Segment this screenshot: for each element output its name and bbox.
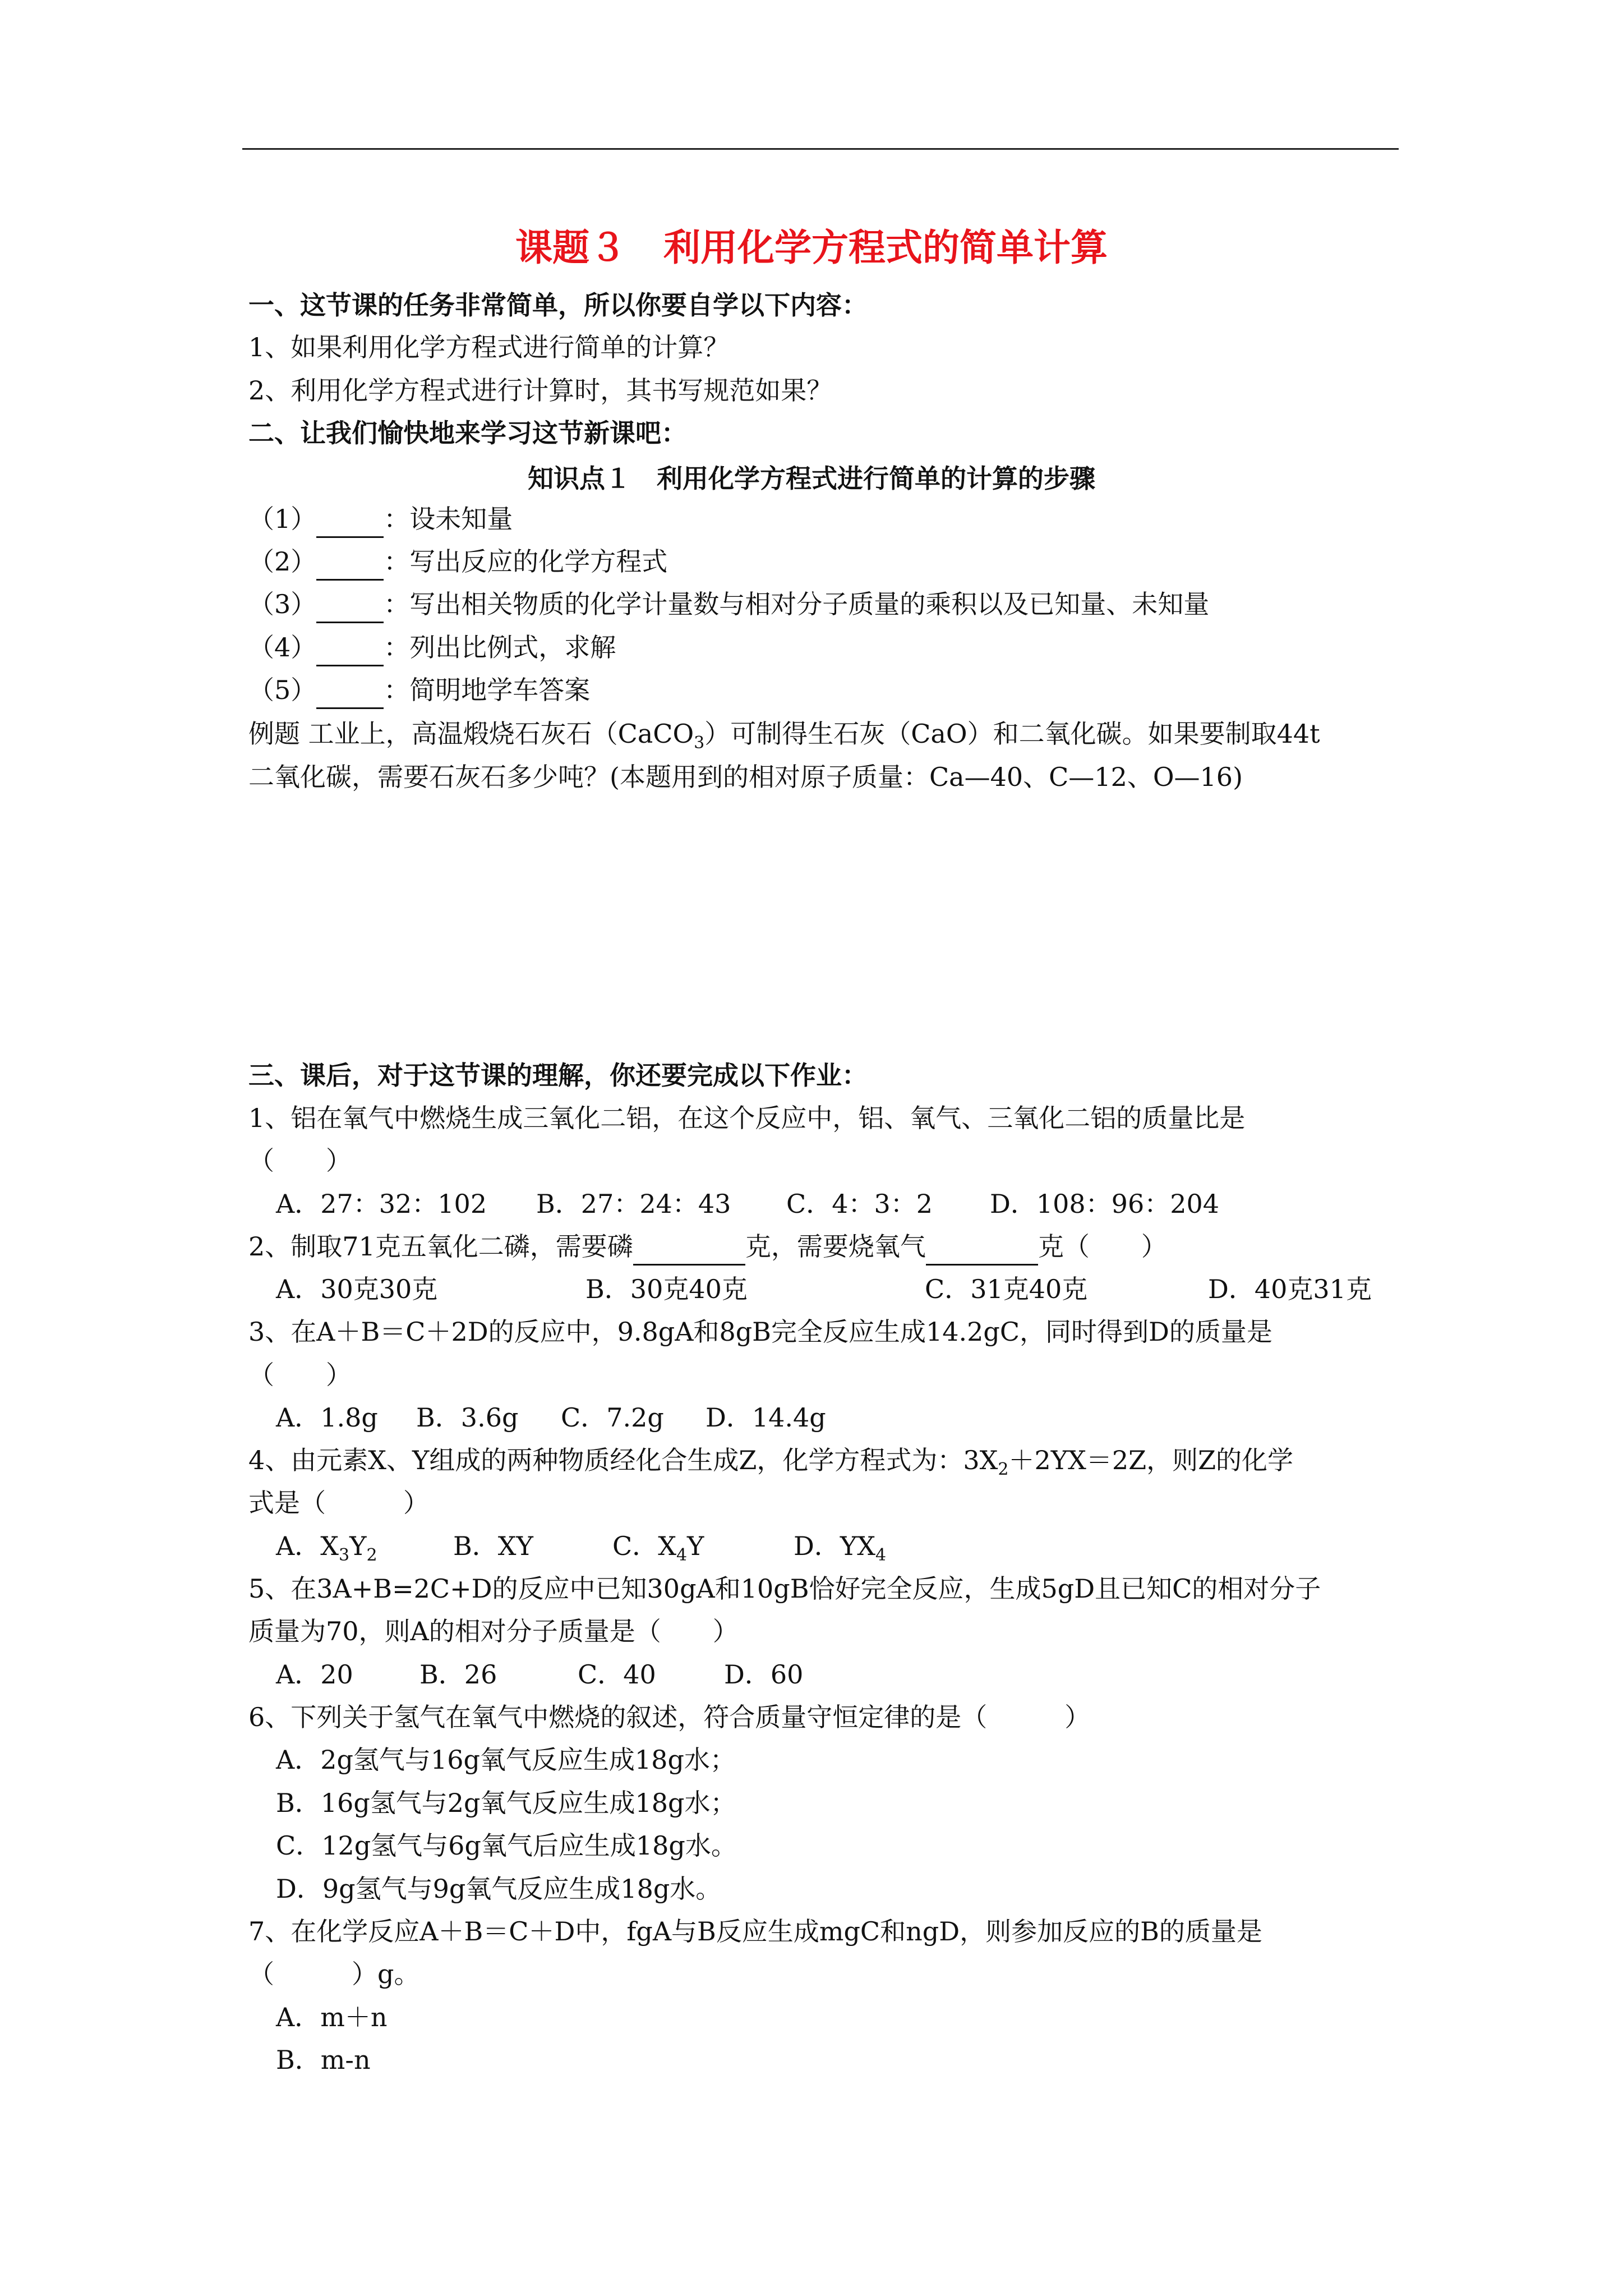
knowledge-point-title: 知识点１ 利用化学方程式进行简单的计算的步骤 [528,463,1095,494]
option-d[interactable]: D．60 [724,1659,804,1690]
option-b[interactable]: B．m-n [276,2045,371,2075]
question-7-bracket: （ ）g。 [248,1959,420,1989]
section-1-item: 1、如果利用化学方程式进行简单的计算？ [248,332,730,362]
option-c[interactable]: C．40 [578,1659,656,1690]
option-b[interactable]: B．XY [453,1531,533,1561]
question-6-text: 6、下列关于氢气在氧气中燃烧的叙述，符合质量守恒定律的是（ ） [248,1702,1091,1732]
option-a[interactable]: A．2g氢气与16g氧气反应生成18g水； [276,1745,736,1775]
answer-blank[interactable] [316,673,384,709]
option-a[interactable]: A．27：32：102 [276,1189,487,1219]
step-item: （5） ：简明地学车答案 [248,673,590,709]
answer-blank[interactable] [316,587,384,623]
step-item: （4） ：列出比例式，求解 [248,630,616,666]
option-a[interactable]: A．1.8g [276,1402,378,1433]
option-c[interactable]: C．31克40克 [925,1274,1088,1304]
header-rule [242,148,1399,150]
option-d[interactable]: D．40克31克 [1208,1274,1372,1304]
option-a[interactable]: A．$X_3Y_2$ [276,1531,377,1566]
question-3-text: 3、在A＋B＝C＋2D的反应中，9.8gA和8gB完全反应生成14.2gC，同时得到D的质量是 [248,1317,1272,1347]
step-item: （1） ：设未知量 [248,501,513,538]
option-d[interactable]: D．$YX_4$ [794,1531,887,1566]
example-line-1: 例题 工业上，高温煅烧石灰石（CaCO$_3$）可制得生石灰（CaO）和二氧化碳。如果要制取44t [248,719,1320,753]
option-c[interactable]: C．12g氢气与6g氧气后应生成18g水。 [276,1830,737,1861]
question-7-text: 7、在化学反应A＋B＝C＋D中，fgA与B反应生成mgC和ngD，则参加反应的B的质量是 [248,1916,1262,1947]
example-line-2: 二氧化碳，需要石灰石多少吨？(本题用到的相对原子质量：Ca—40、C—12、O—16) [248,762,1243,792]
page-title: 课题３ 利用化学方程式的简单计算 [515,226,1108,269]
option-d[interactable]: D．14.4g [706,1402,826,1433]
question-4-bracket: 式是（ ） [248,1488,429,1518]
question-1-text: 1、铝在氧气中燃烧生成三氧化二铝，在这个反应中，铝、氧气、三氧化二铝的质量比是 [248,1103,1246,1133]
option-d[interactable]: D．9g氢气与9g氧气反应生成18g水。 [276,1874,722,1904]
option-b[interactable]: B．30克40克 [585,1274,748,1304]
option-d[interactable]: D．108：96：204 [990,1189,1220,1219]
option-c[interactable]: C．7.2g [561,1402,664,1433]
option-a[interactable]: A．20 [276,1659,353,1690]
step-item: （2） ：写出反应的化学方程式 [248,544,667,581]
answer-blank[interactable] [926,1229,1038,1266]
answer-blank[interactable] [316,544,384,581]
option-b[interactable]: B．16g氢气与2g氧气反应生成18g水； [276,1788,736,1818]
option-c[interactable]: C．4：3：2 [786,1189,933,1219]
question-1-bracket: （ ） [248,1145,352,1176]
option-b[interactable]: B．26 [419,1659,497,1690]
section-3-heading: 三、课后，对于这节课的理解，你还要完成以下作业： [248,1060,868,1091]
section-1-heading: 一、这节课的任务非常简单，所以你要自学以下内容： [248,290,868,320]
option-b[interactable]: B．3.6g [416,1402,519,1433]
question-5-text: 5、在3A+B=2C+D的反应中已知30gA和10gB恰好完全反应，生成5gD且已知C的相对分子 [248,1573,1321,1604]
question-4-text: 4、由元素X、Y组成的两种物质经化合生成Z，化学方程式为：$3X_2+2YX=2Z$，则Z的化学 [248,1445,1294,1480]
option-b[interactable]: B．27：24：43 [536,1189,731,1219]
question-5-text-2: 质量为70，则A的相对分子质量是（ ） [248,1616,739,1646]
section-2-heading: 二、让我们愉快地来学习这节新课吧： [248,418,687,448]
option-a[interactable]: A．30克30克 [276,1274,438,1304]
option-c[interactable]: C．$X_4Y$ [612,1531,704,1566]
question-3-bracket: （ ） [248,1360,352,1390]
option-a[interactable]: A．m＋n [276,2002,388,2032]
question-2-text: 2、制取71克五氧化二磷，需要磷 克，需要烧氧气 克（ ） [248,1229,1167,1266]
answer-blank[interactable] [316,501,384,538]
step-item: （3） ：写出相关物质的化学计量数与相对分子质量的乘积以及已知量、未知量 [248,587,1209,623]
section-1-item: 2、利用化学方程式进行计算时，其书写规范如果？ [248,375,833,406]
answer-blank[interactable] [633,1229,745,1266]
answer-blank[interactable] [316,630,384,666]
